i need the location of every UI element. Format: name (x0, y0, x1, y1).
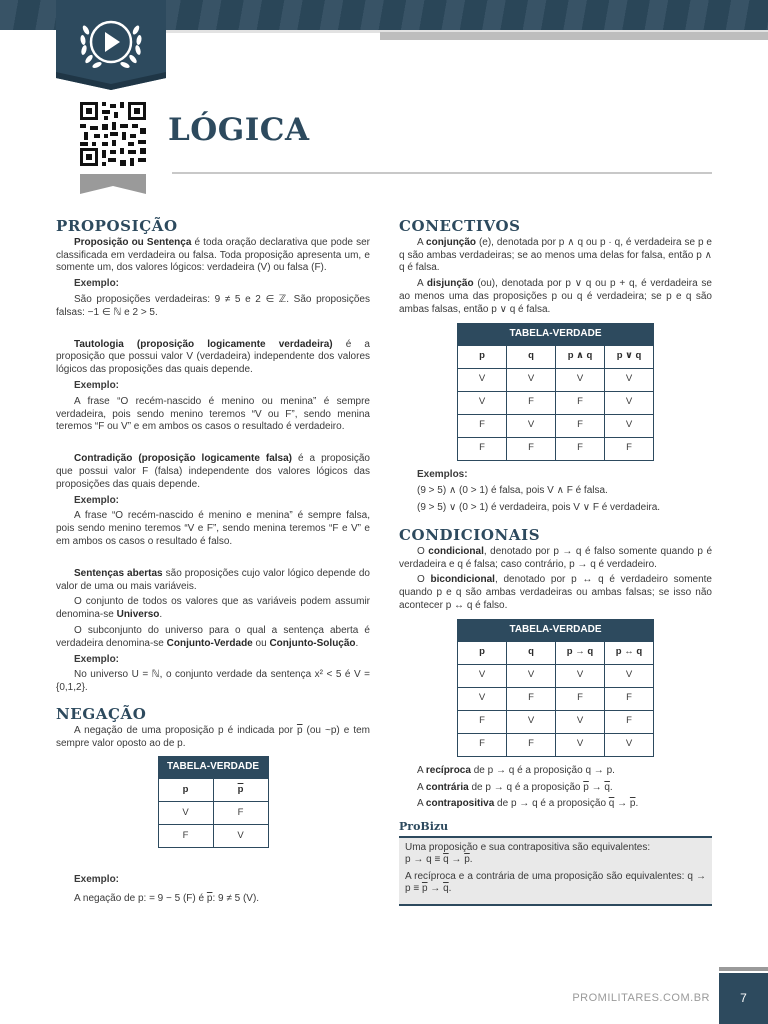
table-header: $\overline{p}$ (213, 779, 268, 802)
truth-table-condicionais (457, 619, 654, 757)
table-header: p ∨ q (605, 345, 654, 368)
def-contrapositiva: A contrapositiva de p → q é a proposição $\overline{q} \to \overline{p}$. (417, 798, 639, 810)
footer-site[interactable]: PROMILITARES.COM.BR (572, 992, 710, 1004)
examples-list (399, 469, 712, 515)
ribbon-icon (80, 174, 146, 194)
table-row: V F F V (458, 391, 654, 414)
def-condicional: O condicional, denotado por p → q é falso somente quando p é verdadeira e q é falsa; caso contrário, p → q é verdadeiro. (399, 545, 713, 570)
example-text: A negação de p: = 9 − 5 (F) é $\overline{p}$: 9 ≠ 5 (V). (74, 893, 260, 905)
probizu-line: A recíproca e a contrária de uma proposição são equivalentes: $q \to p \equiv \overline{p} \to \overline{q}$. (405, 870, 706, 895)
table-row: F F F F (458, 437, 654, 460)
example-text: (9 > 5) ∨ (0 > 1) é verdadeira, pois V ∨ F é verdadeira. (417, 502, 661, 514)
example-text: No universo U = ℕ, o conjunto verdade da sentença x² < 5 é V = {0,1,2}. (56, 669, 370, 694)
table-row: F F V V (458, 733, 654, 756)
table-row: F V (158, 825, 268, 848)
conditional-variants (399, 765, 712, 811)
example-label: Exemplo: (74, 278, 120, 290)
left-column (56, 217, 370, 909)
table-row: F V V F (458, 710, 654, 733)
page-title: LÓGICA (168, 112, 310, 148)
qr-code-icon[interactable] (80, 102, 146, 166)
example-text: A frase “O recém-nascido é menino e menina” é sempre falsa, pois sendo menino teremos “V e F”, sendo menina teremos “F e V” e em ambos os casos o resultado é falso. (56, 510, 370, 547)
table-title: TABELA-VERDADE (458, 323, 654, 345)
truth-table-negacao (158, 756, 269, 848)
example-label: Exemplos: (417, 468, 468, 480)
title-rule (172, 172, 712, 174)
table-row: V V V V (458, 368, 654, 391)
probizu-label: ProBizu (399, 820, 449, 834)
table-header: p → q (556, 641, 605, 664)
def-bicondicional: O bicondicional, denotado por p ↔ q é verdadeiro somente quando p e q são ambas verdadeiras ou ambas falsas; se isso não acontecer p ↔ q é falso. (399, 574, 712, 611)
example-text: (9 > 5) ∧ (0 > 1) é falsa, pois V ∧ F é falsa. (417, 485, 608, 497)
table-header: p (458, 641, 507, 664)
def-contradicao: Contradição (proposição logicamente falsa) é a proposição que possui valor F (falsa) independente dos valores lógicos das proposições das quais depende. (56, 453, 370, 490)
def-conjuncao: A conjunção (e), denotada por p ∧ q ou p · q, é verdadeira se p e q são ambas verdadeiras; se ao menos uma delas for falsa, então p ∧ q é falsa. (399, 236, 712, 274)
example-text: São proposições verdadeiras: 9 ≠ 5 e 2 ∈ ℤ. São proposições falsas: −1 ∈ ℕ e 2 > 5. (56, 293, 370, 318)
table-header: p (458, 345, 507, 368)
truth-table-conectivos (457, 323, 654, 461)
table-title: TABELA-VERDADE (458, 619, 654, 641)
example-label: Exemplo: (74, 494, 120, 506)
def-universo: O conjunto de todos os valores que as variáveis podem assumir denomina-se Universo. (56, 596, 370, 621)
example-text: A frase “O recém-nascido é menino ou menina” é sempre verdadeira, pois sendo menino teremos “V ou F”, sendo menina teremos “F ou V” e em ambos os casos o resultado é verdadeiro. (56, 395, 370, 433)
def-sentencas-abertas: Sentenças abertas são proposições cujo valor lógico depende do valor de uma ou mais variáveis. (56, 567, 370, 592)
example-label: Exemplo: (74, 874, 120, 886)
play-laurel-icon (56, 0, 166, 90)
table-row: V F (158, 802, 268, 825)
table-row: V V V V (458, 664, 654, 687)
top-divider-grey (380, 32, 768, 40)
def-tautologia: Tautologia (proposição logicamente verdadeira) é a proposição que possui valor V (verdadeira) independente dos valores lógicos das proposições das quais depende. (56, 338, 370, 376)
heading-condicionais: CONDICIONAIS (399, 525, 541, 544)
probizu-line: Uma proposição e sua contrapositiva são equivalentes: $p \to q \equiv \overline{q} \to \overline{p}$. (405, 841, 651, 866)
heading-proposicao: PROPOSIÇÃO (56, 217, 178, 235)
table-header: q (507, 641, 556, 664)
def-conjunto-verdade: O subconjunto do universo para o qual a sentença aberta é verdadeira denomina-se Conjunto-Verdade ou Conjunto-Solução. (56, 624, 370, 649)
def-disjuncao: A disjunção (ou), denotada por p ∨ q ou p + q, é verdadeira se ao menos uma das proposições p ou q é verdadeira; se p e q são ambas falsas, então p ∨ q é falsa. (399, 278, 712, 315)
probizu-box (399, 838, 712, 906)
table-header: p ∧ q (556, 345, 605, 368)
def-negacao: A negação de uma proposição p é indicada por $\overline{p}$ (ou ~p) e tem sempre valor oposto ao de p. (56, 724, 370, 749)
def-reciproca: A recíproca de p → q é a proposição q → p. (417, 764, 615, 776)
def-contraria: A contrária de p → q é a proposição $\overline{p} \to \overline{q}$. (417, 781, 613, 793)
table-header: q (507, 345, 556, 368)
page-number: 7 (719, 973, 768, 1024)
page-number-accent (719, 967, 768, 971)
example-label: Exemplo: (74, 379, 120, 391)
table-title: TABELA-VERDADE (158, 757, 268, 779)
heading-negacao: NEGAÇÃO (56, 704, 147, 723)
example-label: Exemplo: (74, 653, 120, 665)
table-header: p (158, 779, 213, 802)
def-proposicao: Proposição ou Sentença é toda oração declarativa que pode ser classificada em verdadeira ou falsa. Toda proposição apresenta um, e somente um, dos valores lógicos: verdadeira (V) ou falsa (F). (56, 236, 370, 274)
table-row: V F F F (458, 687, 654, 710)
heading-conectivos: CONECTIVOS (399, 217, 521, 235)
right-column (399, 217, 713, 906)
table-header: p ↔ q (605, 641, 654, 664)
table-row: F V F V (458, 414, 654, 437)
